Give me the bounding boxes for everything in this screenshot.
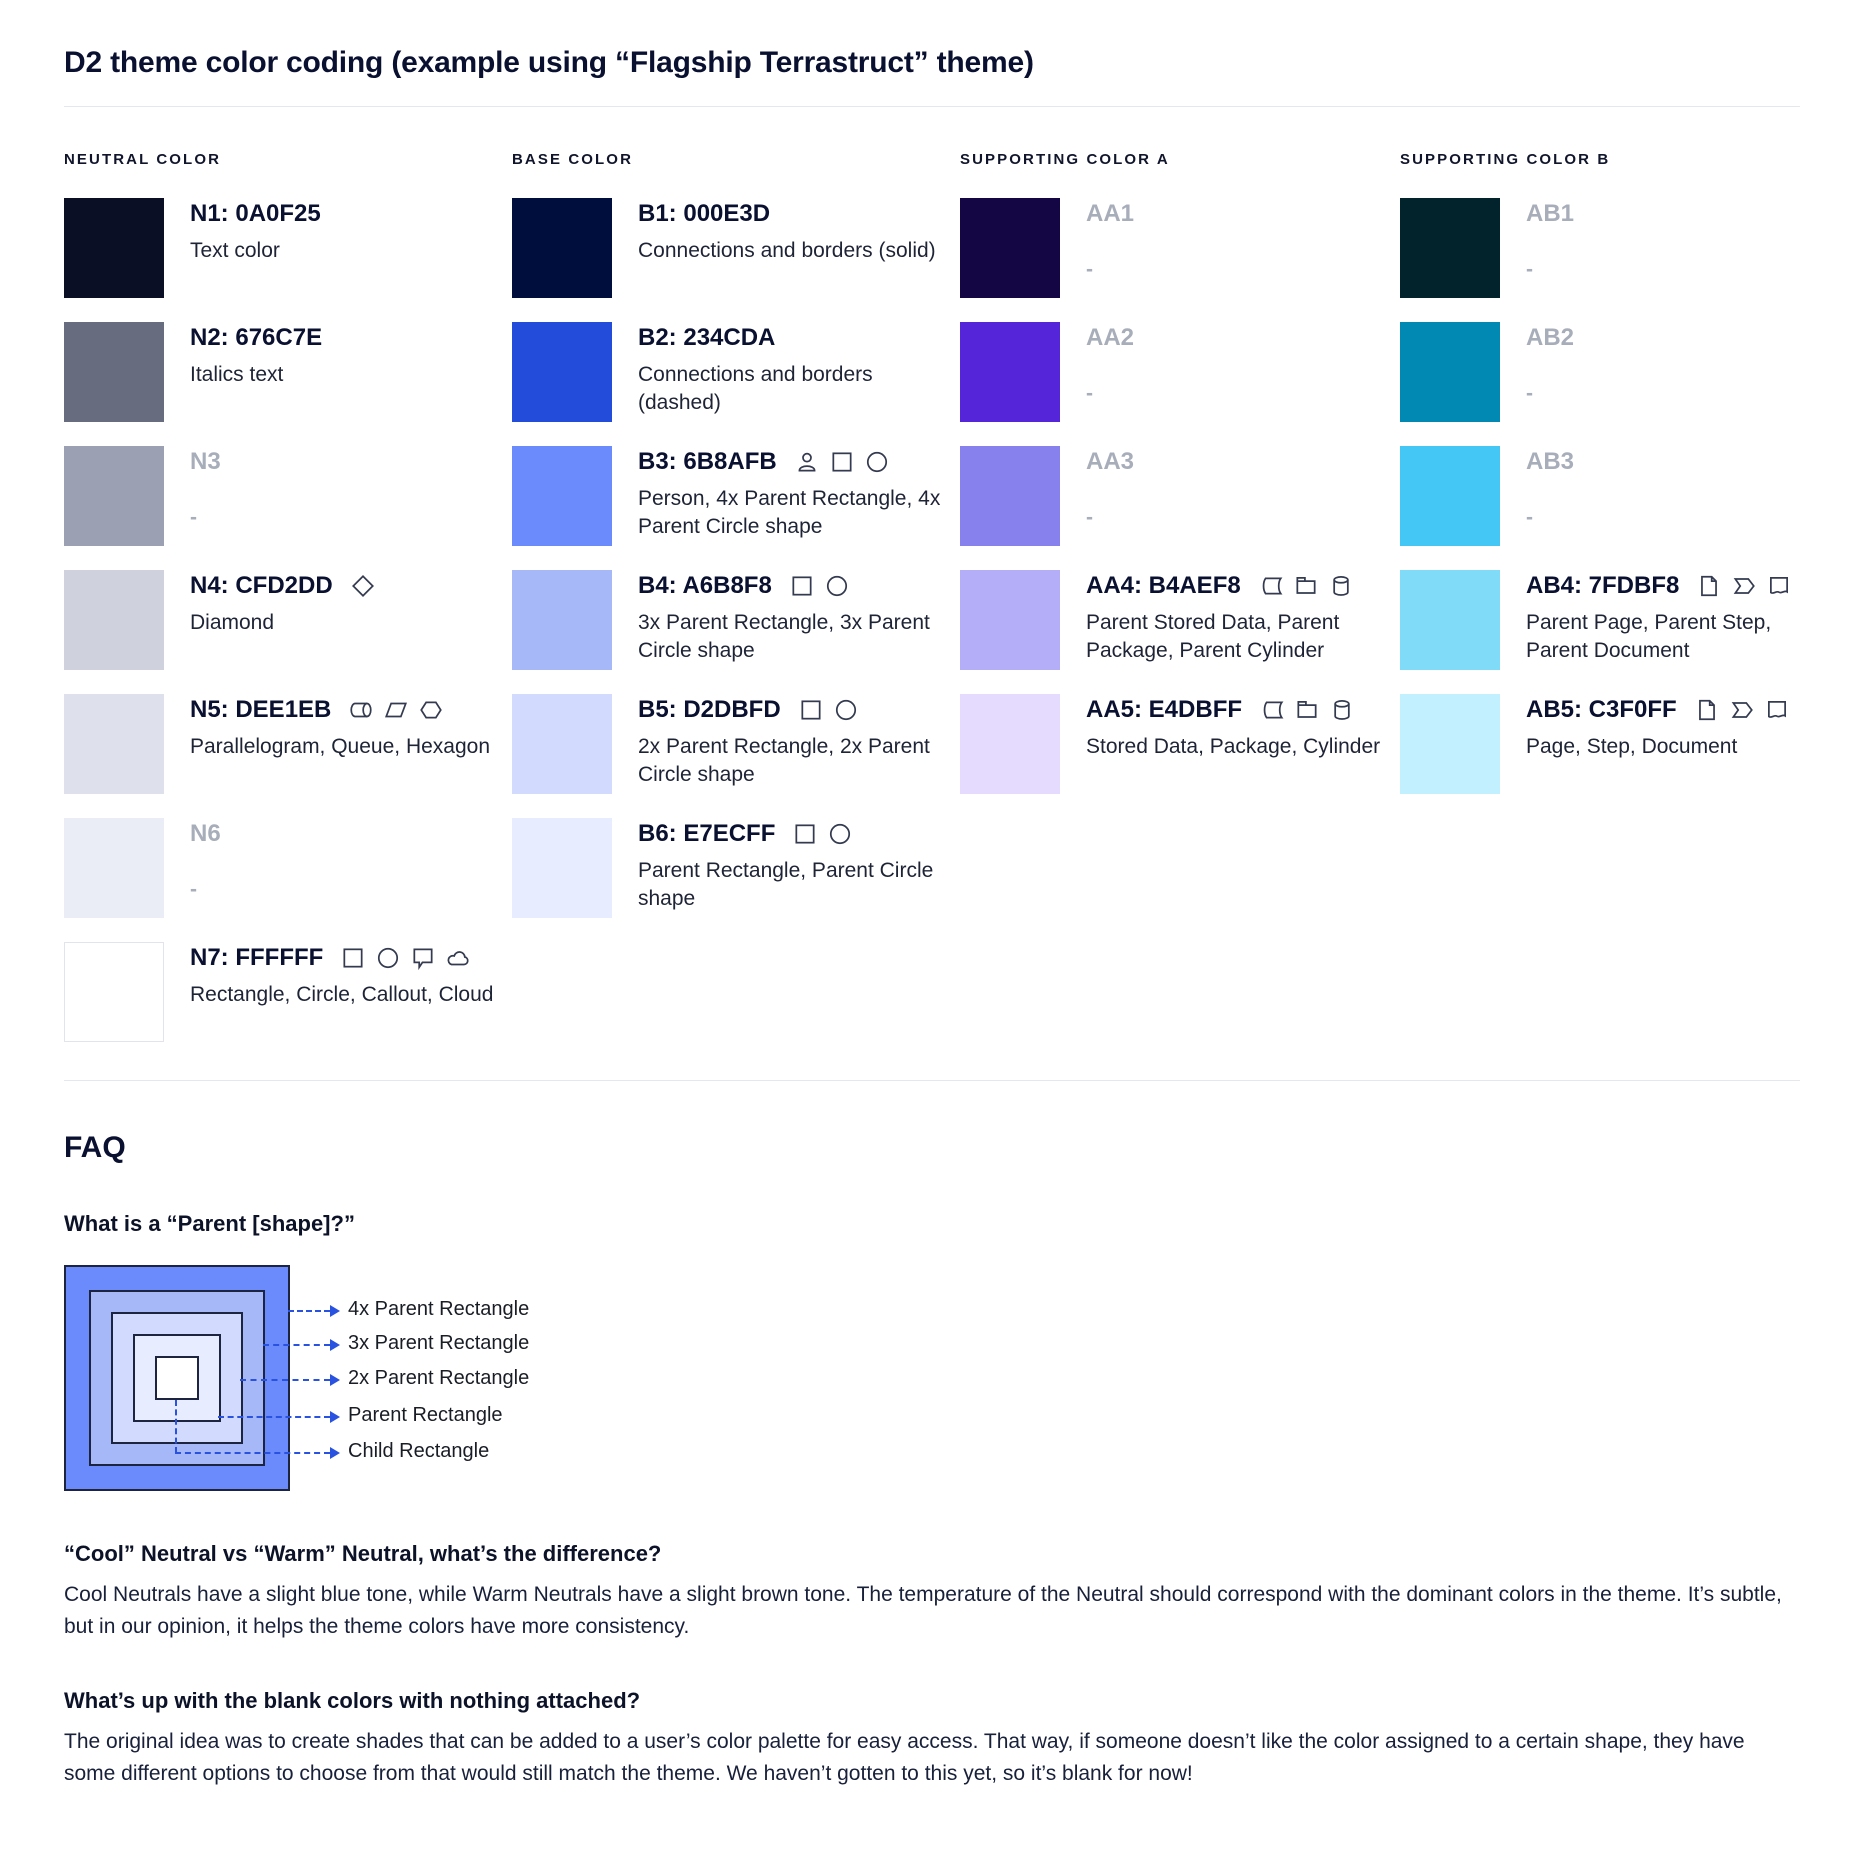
swatch-row-aa4 [960, 570, 1400, 670]
color-swatch [512, 446, 612, 546]
color-desc: - [1086, 506, 1093, 529]
color-code: N7: FFFFFF [190, 944, 324, 971]
faq-question-parent-shape: What is a “Parent [shape]?” [64, 1211, 355, 1236]
swatch-row-ab3 [1400, 446, 1800, 546]
color-desc: Italics text [190, 363, 284, 386]
color-swatch [1400, 446, 1500, 546]
swatch-row-n5 [64, 694, 512, 794]
color-desc: Person, 4x Parent Rectangle, 4x Parent Circle shape [638, 487, 941, 538]
person-icon [794, 449, 820, 475]
color-code: B1: 000E3D [638, 200, 771, 227]
stored-data-icon [1258, 573, 1284, 599]
faq-question-blank-colors: What’s up with the blank colors with nothing attached? [64, 1688, 641, 1713]
column-supporting-b [1400, 151, 1800, 1066]
rectangle-icon [792, 821, 818, 847]
rectangle-icon [789, 573, 815, 599]
column-header: BASE COLOR [512, 151, 634, 168]
dashed-connector [263, 1344, 330, 1346]
color-code: N3 [190, 448, 221, 475]
step-icon [1729, 697, 1755, 723]
diagram-label: 3x Parent Rectangle [348, 1332, 530, 1354]
color-swatch [64, 198, 164, 298]
divider [64, 1080, 1800, 1081]
color-desc: Rectangle, Circle, Callout, Cloud [190, 983, 494, 1006]
faq-question-cool-vs-warm: “Cool” Neutral vs “Warm” Neutral, what’s the difference? [64, 1541, 662, 1566]
diagram-label: Child Rectangle [348, 1440, 490, 1462]
color-swatch [64, 446, 164, 546]
color-swatch [960, 198, 1060, 298]
swatch-row-b6 [512, 818, 960, 918]
queue-icon [348, 697, 374, 723]
arrow-icon [330, 1411, 340, 1423]
color-code: AA4: B4AEF8 [1086, 572, 1241, 599]
color-desc: Connections and borders (solid) [638, 239, 936, 262]
swatch-row-aa2 [960, 322, 1400, 422]
divider [64, 106, 1800, 107]
document-icon [1764, 697, 1790, 723]
color-desc: Connections and borders (dashed) [638, 363, 873, 414]
package-icon [1293, 573, 1319, 599]
color-swatch [64, 818, 164, 918]
parent-shape-diagram [64, 1265, 1800, 1495]
color-desc: - [1086, 258, 1093, 281]
color-swatch [1400, 322, 1500, 422]
color-code: AA3 [1086, 448, 1135, 475]
color-swatch [960, 322, 1060, 422]
color-code: AA5: E4DBFF [1086, 696, 1243, 723]
rectangle-icon [340, 945, 366, 971]
color-code: AB3 [1526, 448, 1575, 475]
step-icon [1731, 573, 1757, 599]
circle-icon [824, 573, 850, 599]
color-swatch [512, 322, 612, 422]
swatch-row-aa1 [960, 198, 1400, 298]
swatch-row-b1 [512, 198, 960, 298]
diagram-label: 2x Parent Rectangle [348, 1367, 530, 1389]
color-swatch [512, 198, 612, 298]
color-desc: Diamond [190, 611, 275, 634]
column-neutral-color [64, 151, 512, 1066]
hexagon-icon [418, 697, 444, 723]
swatch-row-n3 [64, 446, 512, 546]
dashed-connector-vertical [175, 1400, 177, 1453]
color-code: N2: 676C7E [190, 324, 323, 351]
color-desc: 2x Parent Rectangle, 2x Parent Circle shape [638, 735, 930, 786]
package-icon [1294, 697, 1320, 723]
color-desc: Parent Rectangle, Parent Circle shape [638, 859, 934, 910]
color-code: AB2 [1526, 324, 1575, 351]
swatch-row-ab5 [1400, 694, 1800, 794]
column-header: NEUTRAL COLOR [64, 151, 222, 168]
swatch-row-b4 [512, 570, 960, 670]
color-desc: Text color [190, 239, 280, 262]
color-swatch [64, 570, 164, 670]
column-header: SUPPORTING COLOR A [960, 151, 1170, 168]
circle-icon [864, 449, 890, 475]
swatch-row-n2 [64, 322, 512, 422]
arrow-icon [330, 1339, 340, 1351]
page-icon [1696, 573, 1722, 599]
color-code: B4: A6B8F8 [638, 572, 772, 599]
color-desc: Parent Stored Data, Parent Package, Parent Cylinder [1086, 611, 1340, 662]
callout-icon [410, 945, 436, 971]
swatch-row-ab1 [1400, 198, 1800, 298]
arrow-icon [330, 1305, 340, 1317]
color-swatch [512, 570, 612, 670]
color-swatch [1400, 570, 1500, 670]
color-code: AA1 [1086, 200, 1135, 227]
color-palette-grid [64, 151, 1800, 1066]
page-title: D2 theme color coding (example using “Flagship Terrastruct” theme) [64, 46, 1034, 79]
swatch-row-ab4 [1400, 570, 1800, 670]
color-desc: Stored Data, Package, Cylinder [1086, 735, 1381, 758]
color-desc: - [1526, 382, 1533, 405]
color-desc: 3x Parent Rectangle, 3x Parent Circle shape [638, 611, 930, 662]
color-desc: - [190, 878, 197, 901]
circle-icon [375, 945, 401, 971]
color-code: N1: 0A0F25 [190, 200, 321, 227]
swatch-row-n4 [64, 570, 512, 670]
parallelogram-icon [383, 697, 409, 723]
swatch-row-aa5 [960, 694, 1400, 794]
color-code: AB5: C3F0FF [1526, 696, 1677, 723]
swatch-row-aa3 [960, 446, 1400, 546]
color-swatch [1400, 694, 1500, 794]
stored-data-icon [1259, 697, 1285, 723]
column-header: SUPPORTING COLOR B [1400, 151, 1611, 168]
swatch-row-ab2 [1400, 322, 1800, 422]
page-icon [1694, 697, 1720, 723]
color-swatch [512, 818, 612, 918]
arrow-icon [330, 1374, 340, 1386]
swatch-row-b5 [512, 694, 960, 794]
color-desc: - [1086, 382, 1093, 405]
column-supporting-a [960, 151, 1400, 1066]
color-code: B3: 6B8AFB [638, 448, 777, 475]
color-swatch [960, 570, 1060, 670]
dashed-connector [175, 1452, 330, 1454]
color-code: AB4: 7FDBF8 [1526, 572, 1680, 599]
color-swatch [1400, 198, 1500, 298]
color-desc: Parent Page, Parent Step, Parent Document [1526, 611, 1772, 662]
color-code: N6 [190, 820, 221, 847]
nested-rectangle-child [155, 1356, 199, 1400]
faq-answer: Cool Neutrals have a slight blue tone, while Warm Neutrals have a slight brown tone. The temperature of the Neutral should correspond with the dominant colors in the theme. It’s subtle, but in our opinion, it helps the theme colors have more consistency. [64, 1583, 1782, 1638]
color-code: B6: E7ECFF [638, 820, 776, 847]
color-swatch [960, 694, 1060, 794]
cylinder-icon [1329, 697, 1355, 723]
color-swatch [64, 942, 164, 1042]
color-desc: Page, Step, Document [1526, 735, 1738, 758]
circle-icon [827, 821, 853, 847]
color-code: N4: CFD2DD [190, 572, 333, 599]
color-desc: - [190, 506, 197, 529]
swatch-row-n1 [64, 198, 512, 298]
color-code: AA2 [1086, 324, 1135, 351]
color-code: AB1 [1526, 200, 1575, 227]
color-desc: Parallelogram, Queue, Hexagon [190, 735, 491, 758]
color-code: N5: DEE1EB [190, 696, 332, 723]
swatch-row-b2 [512, 322, 960, 422]
faq-heading: FAQ [64, 1131, 126, 1164]
document-icon [1766, 573, 1792, 599]
diamond-icon [350, 573, 376, 599]
cloud-icon [445, 945, 471, 971]
color-swatch [960, 446, 1060, 546]
faq-answer: The original idea was to create shades that can be added to a user’s color palette for easy access. That way, if someone doesn’t like the color assigned to a certain shape, they have some different options to choose from that would still match the theme. We haven’t gotten to this yet, so it’s blank for now! [64, 1730, 1745, 1785]
swatch-row-n6 [64, 818, 512, 918]
color-code: B5: D2DBFD [638, 696, 781, 723]
rectangle-icon [829, 449, 855, 475]
swatch-row-b3 [512, 446, 960, 546]
diagram-label: Parent Rectangle [348, 1404, 503, 1426]
column-base-color [512, 151, 960, 1066]
rectangle-icon [798, 697, 824, 723]
dashed-connector [288, 1310, 330, 1312]
color-desc: - [1526, 506, 1533, 529]
color-code: B2: 234CDA [638, 324, 776, 351]
arrow-icon [330, 1447, 340, 1459]
color-swatch [512, 694, 612, 794]
swatch-row-n7 [64, 942, 512, 1042]
color-swatch [64, 694, 164, 794]
dashed-connector [240, 1379, 330, 1381]
color-swatch [64, 322, 164, 422]
color-desc: - [1526, 258, 1533, 281]
cylinder-icon [1328, 573, 1354, 599]
circle-icon [833, 697, 859, 723]
dashed-connector [218, 1416, 330, 1418]
diagram-label: 4x Parent Rectangle [348, 1298, 530, 1320]
